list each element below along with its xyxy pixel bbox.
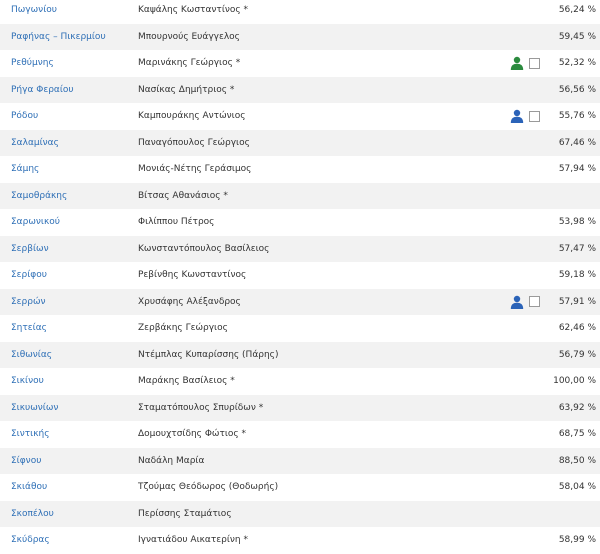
municipality-link[interactable]: Σαρωνικού (11, 217, 60, 227)
vote-percentage: 62,46 % (558, 323, 596, 333)
candidate-name: Περίσσης Σταμάτιος (138, 508, 232, 519)
table-row (0, 421, 600, 448)
municipality-link[interactable]: Ραφήνας – Πικερμίου (11, 31, 106, 42)
vote-percentage: 57,94 % (558, 164, 596, 174)
vote-percentage: 55,76 % (558, 111, 596, 121)
municipality-link[interactable]: Σκοπέλου (11, 508, 54, 519)
candidate-name: Μαράκης Βασίλειος * (138, 376, 235, 386)
vote-percentage: 88,50 % (558, 455, 596, 466)
vote-percentage: 58,04 % (558, 482, 596, 492)
table-row (0, 209, 600, 236)
table-row (0, 474, 600, 501)
table-row (0, 262, 600, 289)
table-row (0, 448, 600, 475)
table-row (0, 0, 600, 24)
table-row (0, 50, 600, 77)
vote-percentage: 59,45 % (558, 31, 596, 42)
municipality-link[interactable]: Σερίφου (11, 270, 47, 280)
candidate-name: Σταματόπουλος Σπυρίδων * (138, 402, 264, 413)
person-icon (510, 295, 524, 309)
table-row (0, 315, 600, 342)
vote-percentage: 52,32 % (558, 58, 596, 68)
candidate-name: Μονιάς-Νέτης Γεράσιμος (138, 164, 252, 174)
vote-percentage: 57,91 % (558, 296, 596, 307)
vote-percentage: 58,99 % (558, 535, 596, 545)
select-checkbox[interactable] (529, 296, 540, 307)
select-checkbox[interactable] (529, 58, 540, 69)
municipality-link[interactable]: Σικυωνίων (11, 402, 59, 413)
candidate-marker (510, 295, 540, 309)
municipality-link[interactable]: Σκιάθου (11, 482, 48, 492)
municipality-link[interactable]: Πωγωνίου (11, 5, 57, 15)
municipality-link[interactable]: Σαμοθράκης (11, 190, 68, 201)
table-row (0, 103, 600, 130)
table-row (0, 289, 600, 316)
person-icon (510, 56, 524, 70)
vote-percentage: 68,75 % (558, 429, 596, 439)
candidate-name: Χρυσάφης Αλέξανδρος (138, 296, 241, 307)
table-row (0, 342, 600, 369)
candidate-name: Νασίκας Δημήτριος * (138, 84, 235, 95)
candidate-name: Καμπουράκης Αντώνιος (138, 111, 246, 121)
table-row (0, 236, 600, 263)
candidate-name: Παναγόπουλος Γεώργιος (138, 137, 250, 148)
vote-percentage: 56,56 % (558, 84, 596, 95)
municipality-link[interactable]: Σάμης (11, 164, 40, 174)
table-row (0, 395, 600, 422)
table-row (0, 368, 600, 395)
candidate-marker (510, 56, 540, 70)
table-row (0, 156, 600, 183)
candidate-name: Ζερβάκης Γεώργιος (138, 323, 228, 333)
municipality-link[interactable]: Ρόδου (11, 111, 39, 121)
municipality-link[interactable]: Σερβίων (11, 243, 49, 254)
municipality-link[interactable]: Σικίνου (11, 376, 44, 386)
vote-percentage: 63,92 % (558, 402, 596, 413)
municipality-link[interactable]: Σερρών (11, 296, 46, 307)
table-row (0, 183, 600, 210)
vote-percentage: 56,24 % (558, 5, 596, 15)
vote-percentage: 56,79 % (558, 349, 596, 360)
candidate-name: Κωνσταντόπουλος Βασίλειος (138, 243, 270, 254)
candidate-name: Καψάλης Κωσταντίνος * (138, 5, 249, 15)
vote-percentage: 59,18 % (558, 270, 596, 280)
table-row (0, 130, 600, 157)
municipality-link[interactable]: Σίφνου (11, 455, 42, 466)
municipality-link[interactable]: Σητείας (11, 323, 47, 333)
candidate-name: Ρεβίνθης Κωνσταντίνος (138, 270, 247, 280)
candidate-name: Μπουρνούς Ευάγγελος (138, 31, 240, 42)
candidate-marker (510, 109, 540, 123)
vote-percentage: 100,00 % (553, 376, 596, 386)
table-row (0, 501, 600, 528)
municipality-link[interactable]: Σκύδρας (11, 535, 50, 545)
candidate-name: Φιλίππου Πέτρος (138, 217, 215, 227)
municipality-link[interactable]: Σιθωνίας (11, 349, 53, 360)
candidate-name: Τζούμας Θεόδωρος (Θοδωρής) (138, 482, 279, 492)
municipality-link[interactable]: Σαλαμίνας (11, 137, 59, 148)
municipality-link[interactable]: Ρεθύμνης (11, 58, 54, 68)
candidate-name: Βίτσας Αθανάσιος * (138, 190, 228, 201)
table-row (0, 527, 600, 554)
municipality-link[interactable]: Ρήγα Φεραίου (11, 84, 74, 95)
candidate-name: Ναδάλη Μαρία (138, 455, 205, 466)
table-row (0, 77, 600, 104)
vote-percentage: 53,98 % (558, 217, 596, 227)
vote-percentage: 67,46 % (558, 137, 596, 148)
candidate-name: Μαρινάκης Γεώργιος * (138, 58, 241, 68)
candidate-name: Ντέμπλας Κυπαρίσσης (Πάρης) (138, 349, 279, 360)
select-checkbox[interactable] (529, 111, 540, 122)
person-icon (510, 109, 524, 123)
vote-percentage: 57,47 % (558, 243, 596, 254)
table-row (0, 24, 600, 51)
municipality-link[interactable]: Σιντικής (11, 429, 50, 439)
candidate-name: Ιγνατιάδου Αικατερίνη * (138, 535, 248, 545)
candidate-name: Δομουχτσίδης Φώτιος * (138, 429, 247, 439)
